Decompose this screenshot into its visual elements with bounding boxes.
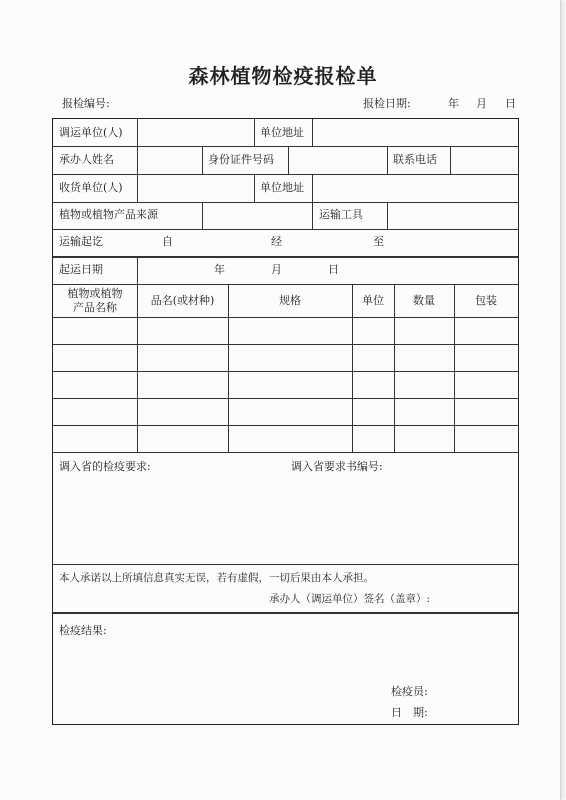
table-header-packaging: 包装 (475, 294, 497, 307)
report-date-label: 报检日期: (363, 97, 411, 110)
handler-name-label: 承办人姓名 (59, 153, 114, 166)
report-date-year: 年 (448, 97, 459, 110)
route-to-label: 至 (373, 235, 384, 248)
route-from-label: 自 (162, 235, 173, 248)
receiving-unit-label: 收货单位(人) (59, 181, 123, 194)
table-header-spec: 规格 (279, 294, 301, 307)
table-header-product-name: 植物或植物 产品名称 (67, 287, 123, 314)
declaration-statement: 本人承诺以上所填信息真实无误，若有虚假，一切后果由本人承担。 (59, 572, 374, 584)
plant-origin-label: 植物或植物产品来源 (59, 208, 158, 221)
signature-label: 承办人（调运单位）签名（盖章）: (269, 593, 431, 605)
route-label: 运输起讫 (59, 235, 103, 248)
inspection-result-label: 检疫结果: (59, 624, 107, 637)
receiving-unit-address-label: 单位地址 (260, 181, 304, 194)
province-requirements-label: 调入省的检疫要求: (59, 460, 151, 473)
table-header-variety: 品名(或材种) (150, 294, 215, 307)
ship-date-day: 日 (328, 263, 339, 276)
province-doc-number-label: 调入省要求书编号: (291, 460, 383, 473)
transfer-unit-label: 调运单位(人) (59, 126, 123, 139)
route-via-label: 经 (271, 235, 282, 248)
table-header-quantity: 数量 (413, 294, 435, 307)
report-date-month: 月 (476, 97, 487, 110)
inspector-label: 检疫员: (391, 685, 428, 698)
table-header-unit: 单位 (362, 294, 384, 307)
unit-address-label: 单位地址 (260, 126, 304, 139)
ship-date-label: 起运日期 (59, 263, 103, 276)
form-frame (52, 118, 519, 725)
report-date-day: 日 (505, 97, 516, 110)
ship-date-year: 年 (214, 263, 225, 276)
report-number-label: 报检编号: (62, 97, 110, 110)
transport-tool-label: 运输工具 (319, 208, 363, 221)
id-number-label: 身份证件号码 (208, 153, 274, 166)
phone-label: 联系电话 (393, 153, 437, 166)
inspection-date-label: 日 期: (391, 706, 428, 719)
ship-date-month: 月 (271, 263, 282, 276)
form-title: 森林植物检疫报检单 (188, 64, 378, 88)
